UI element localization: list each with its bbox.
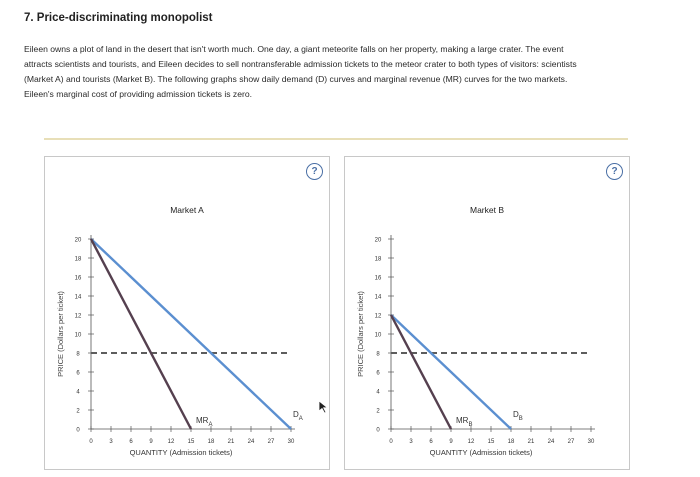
series-label-MRA: $MR_A$ — [196, 416, 213, 428]
y-tick-label: 18 — [74, 256, 82, 263]
y-tick-label: 6 — [376, 370, 380, 377]
intro-line: (Market A) and tourists (Market B). The following graphs show daily demand (D) curves and marginal revenue (MR) curves for the two markets. — [24, 74, 568, 84]
graph-panel-market-b — [344, 156, 630, 470]
y-axis-label: PRICE (Dollars per ticket) — [356, 291, 365, 377]
x-tick-label: 9 — [149, 439, 153, 445]
x-tick-label: 0 — [89, 439, 93, 445]
help-icon[interactable]: ? — [606, 163, 623, 180]
y-tick-label: 2 — [376, 408, 380, 415]
x-tick-label: 12 — [167, 439, 175, 445]
y-tick-label: 8 — [76, 351, 80, 358]
y-tick-label: 0 — [376, 427, 380, 434]
y-tick-label: 18 — [374, 256, 382, 263]
series-line-MRB — [391, 315, 451, 429]
x-tick-label: 15 — [187, 439, 195, 445]
x-tick-label: 24 — [547, 439, 555, 445]
x-tick-label: 24 — [247, 439, 255, 445]
x-tick-label: 9 — [449, 439, 453, 445]
x-tick-label: 21 — [227, 439, 235, 445]
y-axis-label: PRICE (Dollars per ticket) — [56, 291, 65, 377]
intro-line: Eileen's marginal cost of providing admission tickets is zero. — [24, 89, 253, 99]
x-tick-label: 3 — [109, 439, 113, 445]
y-tick-label: 20 — [374, 237, 382, 244]
graph-panel-market-a — [44, 156, 330, 470]
x-tick-label: 15 — [487, 439, 495, 445]
y-tick-label: 12 — [374, 313, 382, 320]
y-tick-label: 10 — [374, 332, 382, 339]
chart-title: Market B — [469, 205, 505, 215]
y-tick-label: 10 — [74, 332, 82, 339]
x-tick-label: 6 — [429, 439, 433, 445]
x-axis-label: QUANTITY (Admission tickets) — [429, 448, 533, 457]
y-tick-label: 0 — [76, 427, 80, 434]
x-tick-label: 27 — [567, 439, 575, 445]
question-title: 7. Price-discriminating monopolist — [24, 12, 213, 24]
series-label-DB: $D_B$ — [513, 410, 523, 422]
chart-title: Market A — [170, 205, 204, 215]
series-label-MRB: $MR_B$ — [456, 416, 473, 428]
x-tick-label: 18 — [507, 439, 515, 445]
y-tick-label: 16 — [374, 275, 382, 282]
y-tick-label: 16 — [74, 275, 82, 282]
x-tick-label: 12 — [467, 439, 475, 445]
x-tick-label: 0 — [389, 439, 393, 445]
x-tick-label: 6 — [129, 439, 133, 445]
market-b-graph[interactable] — [345, 157, 629, 469]
series-line-DA — [91, 239, 291, 429]
y-tick-label: 6 — [76, 370, 80, 377]
help-icon[interactable]: ? — [306, 163, 323, 180]
series-label-DA: $D_A$ — [293, 410, 303, 422]
y-tick-label: 12 — [74, 313, 82, 320]
y-tick-label: 4 — [376, 389, 380, 396]
x-tick-label: 21 — [527, 439, 535, 445]
y-tick-label: 2 — [76, 408, 80, 415]
series-line-DB — [391, 315, 511, 429]
question-intro — [24, 42, 684, 102]
market-a-graph[interactable] — [45, 157, 329, 469]
x-tick-label: 3 — [409, 439, 413, 445]
mouse-cursor-icon — [318, 400, 330, 414]
intro-line: attracts scientists and tourists, and Eileen decides to sell nontransferable admission tickets to the meteor crater to both types of visitors: scientists — [24, 59, 577, 69]
y-tick-label: 4 — [76, 389, 80, 396]
x-tick-label: 18 — [207, 439, 215, 445]
y-tick-label: 20 — [74, 237, 82, 244]
y-tick-label: 14 — [374, 294, 382, 301]
section-divider — [44, 138, 628, 140]
intro-line: Eileen owns a plot of land in the desert that isn't worth much. One day, a giant meteorite falls on her property, making a large crater. The event — [24, 44, 564, 54]
y-tick-label: 8 — [376, 351, 380, 358]
x-tick-label: 30 — [587, 439, 595, 445]
x-axis-label: QUANTITY (Admission tickets) — [129, 448, 233, 457]
series-line-MRA — [91, 239, 191, 429]
x-tick-label: 30 — [287, 439, 295, 445]
x-tick-label: 27 — [267, 439, 275, 445]
y-tick-label: 14 — [74, 294, 82, 301]
